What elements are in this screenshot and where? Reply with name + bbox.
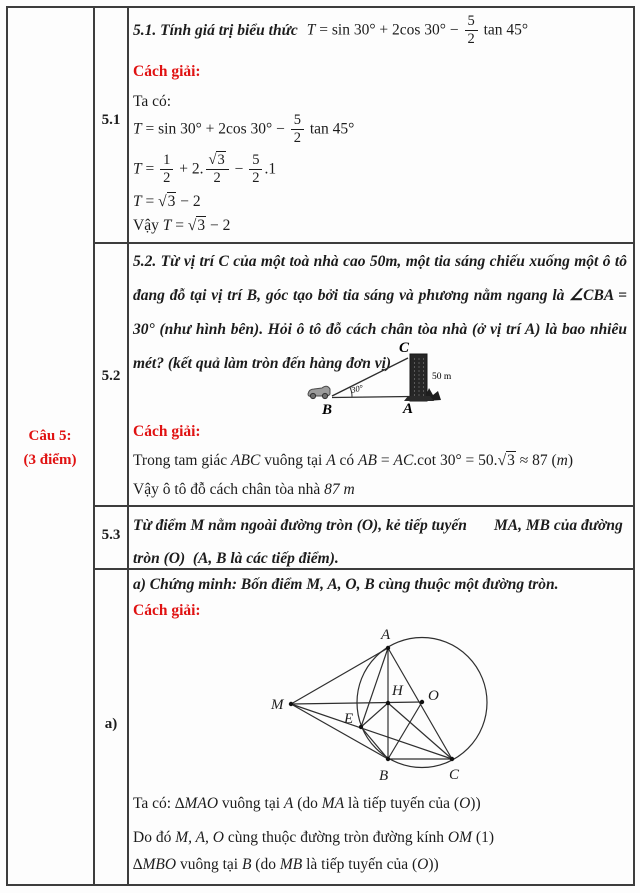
point-M [289, 702, 293, 706]
segment-MB [291, 704, 388, 759]
table-hline-row1 [93, 242, 633, 244]
label-5-3: 5.3 [101, 527, 121, 543]
solution-heading-1: Cách giải: [133, 63, 201, 80]
label-A: A [381, 627, 391, 643]
figure-height-label: 50 m [432, 372, 452, 382]
q53-problem: Từ điểm M nằm ngoài đường tròn (O), kẻ tiếp tuyến MA, MB của đường tròn (O) (A, B là các tiếp điểm). [133, 517, 627, 567]
segment-HC [388, 703, 452, 759]
q51-step-substitute: T = $\frac{1}{2}$ + 2. $\frac{√3}{2}$ − $\frac{5}{2}$ .1 [133, 152, 277, 187]
point-A [386, 646, 390, 650]
label-B: B [379, 768, 389, 784]
label-a: a) [104, 716, 118, 732]
figure-angle-label: 30° [350, 382, 365, 395]
q51-title [133, 13, 528, 49]
q51-title-text: 5.1. Tính giá trị biểu thức [133, 21, 298, 39]
q51-title-formula: T = sin 30° + 2cos 30° − $\frac{5}{2}$ tan 45° [306, 13, 529, 48]
qa-figure [265, 622, 505, 792]
table-hline-row2 [93, 505, 633, 507]
building [410, 354, 427, 401]
q51-step-result: T = √3 − 2 [133, 193, 201, 210]
segment-EB [361, 727, 388, 759]
ray-BC [332, 358, 408, 396]
q52-conclusion: Vậy ô tô đỗ cách chân tòa nhà 87 m [133, 481, 355, 498]
q51-conclusion: Vậy T = √3 − 2 [133, 217, 231, 234]
point-C [450, 757, 454, 761]
segment-BO [388, 702, 422, 759]
question-number: Câu 5: [28, 428, 72, 444]
figure-point-C: C [399, 340, 410, 356]
label-C: C [449, 767, 460, 783]
label-O: O [428, 688, 439, 704]
qa-line-3: ∆MBO vuông tại B (do MB là tiếp tuyến của (O)) [133, 856, 439, 873]
point-B [386, 757, 390, 761]
figure-point-A: A [403, 401, 414, 417]
label-5-1: 5.1 [101, 112, 121, 128]
segment-MA [291, 648, 388, 704]
figure-point-B: B [322, 402, 333, 418]
label-M: M [271, 697, 284, 713]
question-points: (3 điểm) [23, 452, 77, 468]
q52-solution-line: Trong tam giác ABC vuông tại A có AB = AC.cot 30° = 50.√3 ≈ 87 (m) [133, 452, 573, 469]
car-wheel [322, 393, 327, 398]
solution-heading-2: Cách giải: [133, 423, 201, 440]
segment-BA [332, 397, 411, 398]
segment-MC-secant [291, 704, 452, 759]
question-label [7, 424, 93, 472]
q52-problem: 5.2. Từ vị trí C của một toà nhà cao 50m, một tia sáng chiếu xuống một ô tô đang đỗ tại vị trí B, góc tạo bởi tia sáng và phương nằm ngang là ∠CBA = 30° (như hình bên). Hỏi ô tô đỗ cách chân tòa nhà (ở vị trí A) là bao nhiêu mét? (kết quả làm tròn đến hàng đơn vị) [133, 253, 627, 372]
q51-step-given: T = sin 30° + 2cos 30° − $\frac{5}{2}$ tan 45° [133, 112, 355, 147]
label-H: H [392, 683, 403, 699]
label-E: E [344, 711, 354, 727]
solution-heading-3: Cách giải: [133, 602, 201, 619]
label-5-2: 5.2 [101, 368, 121, 384]
q52-figure [300, 338, 500, 423]
qa-line-1: Ta có: ∆MAO vuông tại A (do MA là tiếp tuyến của (O)) [133, 795, 481, 812]
qa-title: a) Chứng minh: Bốn điểm M, A, O, B cùng thuộc một đường tròn. [133, 576, 559, 593]
point-E [359, 725, 363, 729]
point-O [420, 700, 424, 704]
table-vline-1 [93, 6, 95, 886]
point-H [386, 701, 390, 705]
table-vline-2 [127, 6, 129, 886]
q51-intro: Ta có: [133, 93, 172, 110]
car-wheel [310, 393, 315, 398]
qa-line-2: Do đó M, A, O cùng thuộc đường tròn đường kính OM (1) [133, 829, 494, 846]
